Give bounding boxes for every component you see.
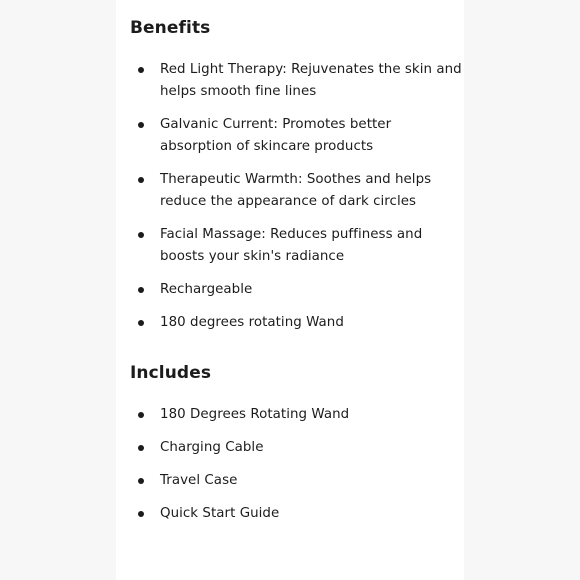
list-item (130, 470, 464, 492)
list-item-text: Charging Cable (160, 440, 264, 455)
bullet-icon (138, 232, 144, 238)
list-item-text: Quick Start Guide (160, 506, 280, 521)
list-item-text: Travel Case (160, 473, 238, 488)
list-item (130, 114, 464, 158)
bullet-icon (138, 287, 144, 293)
includes-list (130, 404, 464, 536)
list-item (130, 503, 464, 525)
bullet-icon (138, 122, 144, 128)
list-item (130, 404, 464, 426)
bullet-icon (138, 177, 144, 183)
list-item-text: 180 Degrees Rotating Wand (160, 407, 350, 422)
bullet-icon (138, 320, 144, 326)
list-item-text: Facial Massage: Reduces puffiness and boosts your skin's radiance (160, 227, 423, 264)
list-item (130, 169, 464, 213)
bullet-icon (138, 412, 144, 418)
list-item (130, 312, 464, 334)
list-item (130, 224, 464, 268)
list-item-text: Rechargeable (160, 282, 253, 297)
bullet-icon (138, 511, 144, 517)
list-item (130, 59, 464, 103)
list-item-text: Galvanic Current: Promotes better absorption of skincare products (160, 117, 392, 154)
list-item-text: 180 degrees rotating Wand (160, 315, 344, 330)
includes-heading: Includes (130, 363, 212, 383)
bullet-icon (138, 67, 144, 73)
bullet-icon (138, 478, 144, 484)
list-item (130, 279, 464, 301)
list-item-text: Red Light Therapy: Rejuvenates the skin and helps smooth fine lines (160, 62, 462, 99)
list-item-text: Therapeutic Warmth: Soothes and helps reduce the appearance of dark circles (160, 172, 432, 209)
benefits-list (130, 59, 464, 345)
benefits-heading: Benefits (130, 18, 211, 38)
list-item (130, 437, 464, 459)
bullet-icon (138, 445, 144, 451)
document-page (116, 0, 464, 580)
